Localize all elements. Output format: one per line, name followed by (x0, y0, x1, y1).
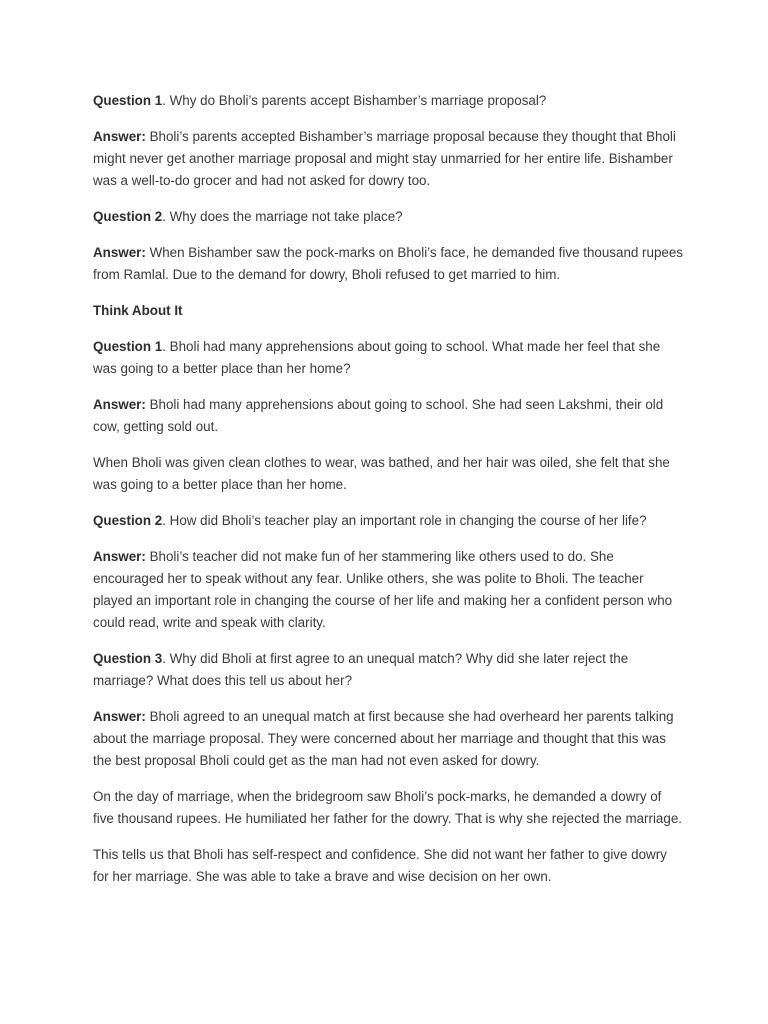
question-1-paragraph (93, 90, 683, 112)
question-text: . Bholi had many apprehensions about going to school. What made her feel that she was going to a better place than her home? (93, 339, 661, 376)
think-question-1-paragraph (93, 336, 683, 380)
think-answer-1-continued (93, 452, 683, 496)
question-label: Question 1 (93, 93, 163, 108)
section-heading: Think About It (93, 303, 183, 318)
paragraph-text: When Bholi was given clean clothes to wear, was bathed, and her hair was oiled, she felt that she was going to a better place than her home. (93, 455, 670, 492)
answer-label: Answer: (93, 549, 146, 564)
question-text: . Why do Bholi’s parents accept Bishamber’s marriage proposal? (162, 93, 547, 108)
think-question-3-paragraph (93, 648, 683, 692)
answer-label: Answer: (93, 709, 146, 724)
answer-text: Bholi’s teacher did not make fun of her stammering like others used to do. She encouraged her to speak without any fear. Unlike others, she was polite to Bholi. The teacher played an important role in changing the course of her life and making her a confident person who could read, write and speak with clarity. (93, 549, 673, 630)
answer-1-paragraph (93, 126, 683, 192)
answer-text: Bholi’s parents accepted Bishamber’s marriage proposal because they thought that Bholi might never get another marriage proposal and might stay unmarried for her entire life. Bishamber was a well-to-do grocer and had not asked for dowry too. (93, 129, 676, 188)
question-text: . Why does the marriage not take place? (162, 209, 403, 224)
paragraph-text: On the day of marriage, when the bridegroom saw Bholi’s pock-marks, he demanded a dowry of five thousand rupees. He humiliated her father for the dowry. That is why she rejected the marriage. (93, 789, 682, 826)
document-body (93, 90, 683, 902)
think-answer-3-continued (93, 786, 683, 830)
think-question-2-paragraph (93, 510, 683, 532)
question-text: . Why did Bholi at first agree to an unequal match? Why did she later reject the marriage? What does this tell us about her? (93, 651, 629, 688)
question-text: . How did Bholi’s teacher play an important role in changing the course of her life? (162, 513, 647, 528)
answer-label: Answer: (93, 397, 146, 412)
think-answer-2-paragraph (93, 546, 683, 634)
question-label: Question 2 (93, 513, 163, 528)
think-answer-1-paragraph (93, 394, 683, 438)
question-label: Question 1 (93, 339, 163, 354)
question-label: Question 3 (93, 651, 163, 666)
answer-label: Answer: (93, 245, 146, 260)
answer-text: Bholi had many apprehensions about going to school. She had seen Lakshmi, their old cow, getting sold out. (93, 397, 664, 434)
paragraph-text: This tells us that Bholi has self-respect and confidence. She did not want her father to give dowry for her marriage. She was able to take a brave and wise decision on her own. (93, 847, 667, 884)
answer-label: Answer: (93, 129, 146, 144)
answer-text: When Bishamber saw the pock-marks on Bholi’s face, he demanded five thousand rupees from Ramlal. Due to the demand for dowry, Bholi refused to get married to him. (93, 245, 684, 282)
answer-text: Bholi agreed to an unequal match at first because she had overheard her parents talking about the marriage proposal. They were concerned about her marriage and thought that this was the best proposal Bholi could get as the man had not even asked for dowry. (93, 709, 674, 768)
question-label: Question 2 (93, 209, 163, 224)
think-answer-3-paragraph (93, 706, 683, 772)
answer-2-paragraph (93, 242, 683, 286)
question-2-paragraph (93, 206, 683, 228)
think-answer-3-conclusion (93, 844, 683, 888)
